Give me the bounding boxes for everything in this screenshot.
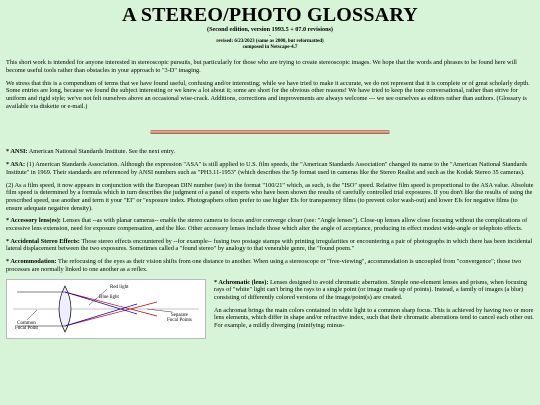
entry-ansi <box>6 148 534 156</box>
entry-text: Lenses that --as with planar cameras-- enable the stereo camera to focus and/or converge closer (see: "Angle lenses"). Close-up lenses allow close focusing without the complications of excessive lens extension, need for exposure compensation, and the like. Other accessory lenses include those which alter the angle of acceptance, producing in effect modest wide-angle or telephoto effects. <box>6 217 528 233</box>
blue-light-label: Blue light <box>99 294 119 300</box>
entry-term: * Achromatic (lens): <box>214 278 269 286</box>
entry-achromatic <box>214 279 534 302</box>
entry-term: * Accessory lens(es): <box>6 217 61 225</box>
entry-text: American National Standards Institute. See the next entry. <box>27 148 176 156</box>
entry-text: Lenses designed to avoid chromatic aberration. Simple one-element lenses and prisms, when focusing rays of "white" light can't bring the rays to a single point (or image made up of points). Instead, a family of images (a blur) consisting of differently colored versions of the image/point(s) are created. <box>214 278 528 301</box>
entry-accidental-stereo <box>6 238 534 253</box>
entry-term: * ASA: <box>6 161 26 169</box>
entry-accessory-lenses <box>6 217 534 232</box>
intro-paragraph-2: We stress that this is a compendium of terms that we have found useful, confusing and/or interesting; while we have tried to make it accurate, we do not represent that it is complete or of great scholarly depth. Some entries are long, because we found the subject interesting or we knew a lot about it; some are short for the obvious other reasons! We have tried to keep the tone conversational, rather than strive for uniform and rigid style; we've not felt ourselves above an occasional wise-crack. Additions, corrections and improvements are always welcome --- we see ourselves as editors rather than authors. (Glossary is available via diskette or e-mail.) <box>6 79 530 110</box>
page-title: A STEREO/PHOTO GLOSSARY <box>122 4 418 26</box>
red-ray-bottom <box>65 302 157 326</box>
separator-dash: - <box>269 33 271 39</box>
blue-ray-bottom <box>65 304 137 326</box>
entry-term: * Accidental Stereo Effects: <box>6 237 80 245</box>
entry-asa <box>6 161 534 176</box>
decorative-bar <box>150 130 390 134</box>
entry-text: Those stereo effects encountered by --for example-- fusing two postage stamps with printing irregularities or encountering a pair of photographs in which there has been incidental lateral displacement between the two exposures. Sometimes called a "found stereo" by analogy to that venerable genre, the "found poem." <box>6 237 533 253</box>
achromatic-section <box>6 279 534 339</box>
composed-note: composed in Netscape-4.7 <box>242 44 298 50</box>
entry-accommodation <box>6 258 534 273</box>
entry-asa-2: (2) As a film speed, it now appears in conjunction with the European DIN number (see) in the format "100/21" which, as such, is the "ISO" speed. Relative film speed is proportional to the ASA value. Absolute film speed is determined by a formula which in turn describes the judgment of a panel of experts who have been shown the results of carefully controlled trial exposures. If you don't like the results of using the prescribed speed, use another and term it your "EI" or "exposure index. Photographers often prefer to use higher EIs for transparency films (to prevent color wash-out) and lower EIs for negative films (to ensure adequate negative density). <box>6 181 534 212</box>
entry-term: * ANSI: <box>6 148 28 156</box>
entry-achromatic-2: An achromat brings the main colors contained in white light to a common sharp focus. This is achieved by having two or more lens elements, which differ in shape and/or refractive index, such that their chromatic aberrations tend to cancel each other out. For example, a mildly diverging (minifying; minus- <box>214 306 534 330</box>
pointer-separate <box>147 309 172 312</box>
lens-diagram <box>6 279 206 339</box>
entry-term: * Accommodation: <box>6 258 57 266</box>
horizontal-rule <box>6 121 534 139</box>
entry-text: (1) American Standards Association. Although the expression "ASA" is still applied to U.S. film speeds, the "American Standards Association" changed its name to the "American National Standards Institute" in 1969. Their standards are referenced by ANSI numbers such as "PH3.11-1953" (which describes the 5p format used in cameras like the Stereo Realist and such as the Kodak Stereo 35 cameras). <box>6 161 528 176</box>
entry-text: The refocusing of the eyes as their vision shifts from one distance to another. When using a stereoscope or "free-viewing", accommodation is uncoupled from "convergence"; those two processes are normally linked to one another as a reflex. <box>6 258 522 273</box>
edition-subtitle: (Second edition, version 1993.5 + 07.0 revisions) <box>207 26 333 33</box>
common-focal-point-label: Common Focal Point <box>15 320 38 332</box>
achromatic-text-column <box>214 279 534 339</box>
revised-date: revised: 6/23/2023 (same as 2000, but reformatted) <box>216 39 324 44</box>
pointer-common <box>27 310 37 320</box>
intro-paragraph-1: This short work is intended for anyone interested in stereoscopic pursuits, but particularly for those who are trying to create stereoscopic images. We hope that the words and phrases to be found here will become useful tools rather than obstacles in your approach to "3-D" imaging. <box>6 59 517 74</box>
red-light-label: Red light <box>110 284 129 290</box>
separate-focal-points-label: Separate Focal Points <box>167 312 192 324</box>
